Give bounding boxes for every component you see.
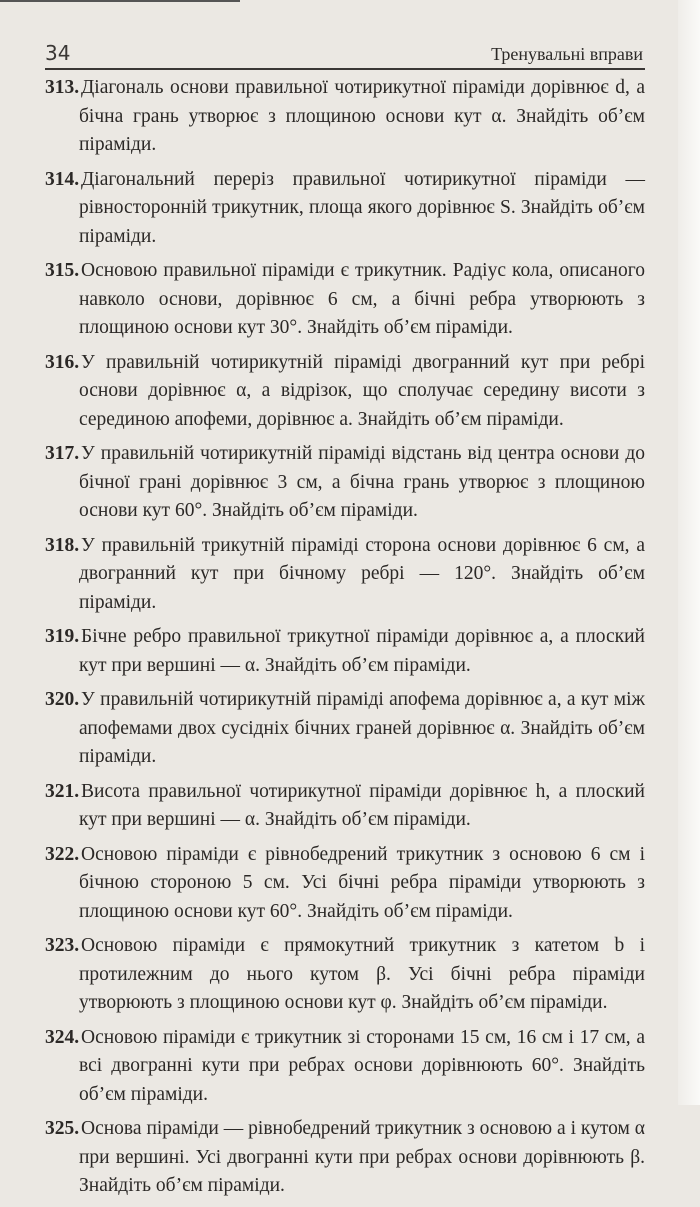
problem-number: 314. bbox=[45, 168, 80, 190]
textbook-page bbox=[45, 40, 645, 1207]
problem-313 bbox=[45, 74, 645, 160]
problem-text: У правильній чотирикутній піраміді двогранний кут при ребрі основи дорівнює α, а відрізок, що сполучає середину висоти з серединою апофеми, дорівнює a. Знайдіть об’єм піраміди. bbox=[79, 351, 645, 430]
problem-number: 313. bbox=[45, 77, 80, 98]
problem-number: 325. bbox=[45, 1118, 80, 1139]
problem-325 bbox=[45, 1115, 645, 1201]
problem-315 bbox=[45, 257, 645, 343]
problem-text: Бічне ребро правильної трикутної піраміди дорівнює a, а плоский кут при вершині — α. Знайдіть об’єм піраміди. bbox=[79, 626, 645, 676]
problem-text: Основою правильної піраміди є трикутник. Радіус кола, описаного навколо основи, дорівнює 6 см, а бічні ребра утворюють з площиною основи кут 30°. Знайдіть об’єм піраміди. bbox=[79, 260, 645, 338]
problem-list bbox=[45, 74, 645, 1201]
problem-text: Діагональ основи правильної чотирикутної піраміди дорівнює d, а бічна грань утворює з площиною основи кут α. Знайдіть об’єм піраміди. bbox=[79, 77, 645, 155]
problem-number: 321. bbox=[45, 780, 80, 802]
scan-edge-line bbox=[0, 0, 240, 2]
page-right-margin bbox=[678, 0, 700, 1105]
problem-text: Діагональний переріз правильної чотирикутної піраміди — рівносторонній трикутник, площа якого дорівнює S. Знайдіть об’єм піраміди. bbox=[79, 168, 645, 247]
problem-number: 316. bbox=[45, 351, 80, 373]
problem-number: 324. bbox=[45, 1026, 80, 1048]
problem-number: 319. bbox=[45, 626, 80, 647]
problem-text: У правильній чотирикутній піраміді відстань від центра основи до бічної грані дорівнює 3 см, а бічна грань утворює з площиною основи кут 60°. Знайдіть об’єм піраміди. bbox=[79, 443, 645, 521]
problem-320 bbox=[45, 686, 645, 772]
problem-324 bbox=[45, 1024, 645, 1110]
problem-text: Основою піраміди є трикутник зі сторонами 15 см, 16 см і 17 см, а всі двогранні кути при ребрах основи дорівнюють 60°. Знайдіть об’єм піраміди. bbox=[79, 1026, 645, 1105]
problem-text: У правильній трикутній піраміді сторона основи дорівнює 6 см, а двогранний кут при бічному ребрі — 120°. Знайдіть об’єм піраміди. bbox=[79, 534, 645, 613]
problem-number: 322. bbox=[45, 843, 80, 865]
running-head bbox=[45, 40, 645, 70]
problem-number: 318. bbox=[45, 534, 80, 556]
problem-text: Висота правильної чотирикутної піраміди дорівнює h, а плоский кут при вершині — α. Знайдіть об’єм піраміди. bbox=[79, 780, 645, 830]
problem-text: Основою піраміди є рівнобедрений трикутник з основою 6 см і бічною стороною 5 см. Усі бічні ребра піраміди утворюють з площиною основи кут 60°. Знайдіть об’єм піраміди. bbox=[79, 843, 645, 922]
page-number: 34 bbox=[45, 41, 71, 65]
problem-text: У правильній чотирикутній піраміді апофема дорівнює a, а кут між апофемами двох сусідніх бічних граней дорівнює α. Знайдіть об’єм піраміди. bbox=[79, 689, 645, 767]
problem-number: 323. bbox=[45, 935, 80, 956]
problem-316 bbox=[45, 349, 645, 435]
problem-321 bbox=[45, 778, 645, 835]
problem-319 bbox=[45, 623, 645, 680]
problem-number: 317. bbox=[45, 443, 80, 464]
problem-318 bbox=[45, 532, 645, 618]
problem-317 bbox=[45, 440, 645, 526]
problem-322 bbox=[45, 841, 645, 927]
problem-text: Основа піраміди — рівнобедрений трикутник з основою a і кутом α при вершині. Усі двогранні кути при ребрах основи дорівнюють β. Знайдіть об’єм піраміди. bbox=[79, 1118, 645, 1196]
section-title: Тренувальні вправи bbox=[491, 44, 643, 64]
problem-314 bbox=[45, 166, 645, 252]
problem-number: 315. bbox=[45, 260, 80, 281]
problem-323 bbox=[45, 932, 645, 1018]
problem-number: 320. bbox=[45, 689, 80, 710]
problem-text: Основою піраміди є прямокутний трикутник з катетом b і протилежним до нього кутом β. Усі бічні ребра піраміди утворюють з площиною основи кут φ. Знайдіть об’єм піраміди. bbox=[79, 935, 645, 1013]
